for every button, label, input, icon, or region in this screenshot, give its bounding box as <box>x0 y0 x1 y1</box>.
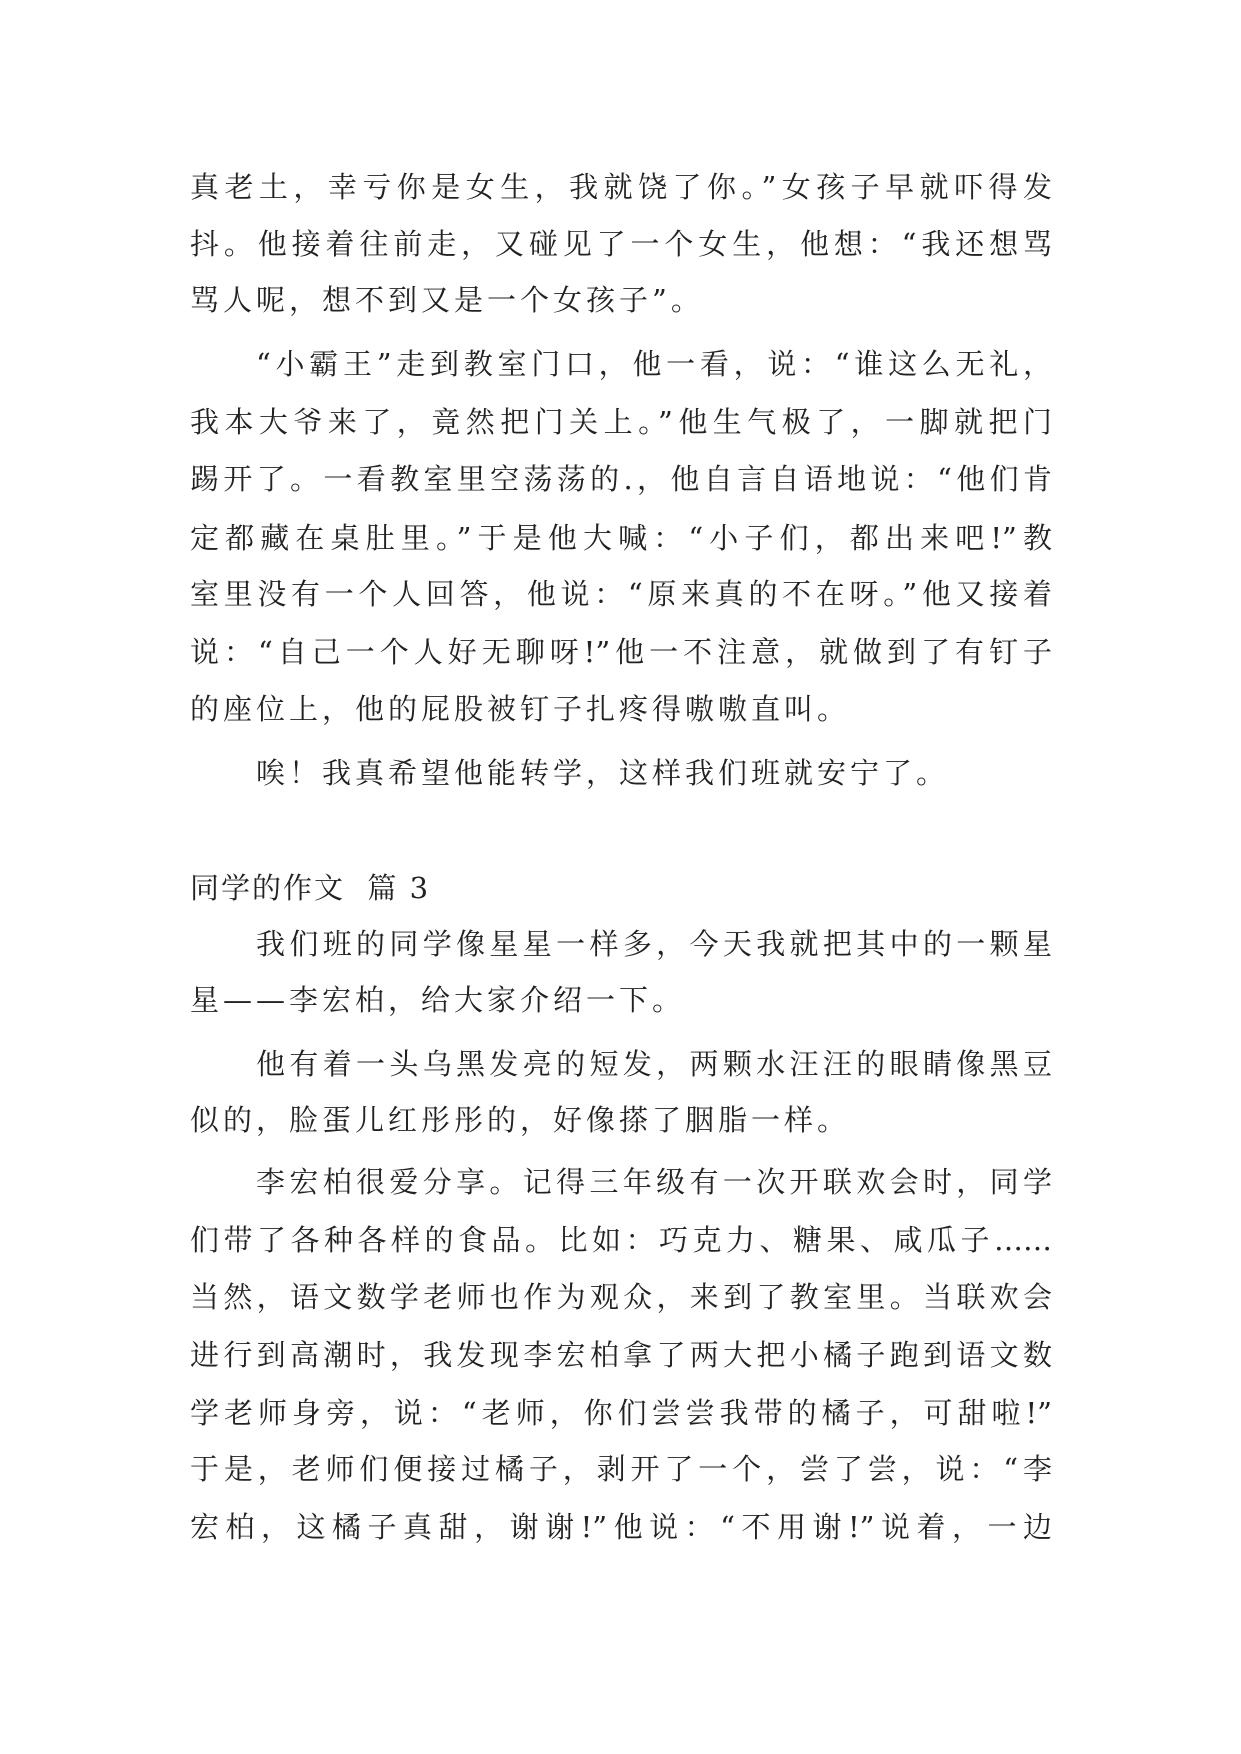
text-line: 进行到高潮时，我发现李宏柏拿了两大把小橘子跑到语文数 <box>190 1338 1052 1372</box>
section-heading: 同学的作文 篇 3 <box>190 871 431 905</box>
paragraph-first-line: 他有着一头乌黑发亮的短发，两颗水汪汪的眼睛像黑豆 <box>256 1047 1052 1081</box>
text-line: 似的，脸蛋儿红彤彤的，好像搽了胭脂一样。 <box>190 1103 851 1137</box>
text-line: 室里没有一个人回答，他说：“原来真的不在呀。”他又接着 <box>190 577 1052 611</box>
paragraph-first-line: “小霸王”走到教室门口，他一看，说：“谁这么无礼， <box>256 347 1052 381</box>
text-line: 定都藏在桌肚里。”于是他大喊：“小子们，都出来吧!”教 <box>190 521 1052 555</box>
paragraph-first-line: 李宏柏很爱分享。记得三年级有一次开联欢会时，同学 <box>256 1165 1052 1199</box>
text-line: 真老土，幸亏你是女生，我就饶了你。”女孩子早就吓得发 <box>190 170 1052 204</box>
text-line: 于是，老师们便接过橘子，剥开了一个，尝了尝，说：“李 <box>190 1452 1052 1486</box>
text-line: 说：“自己一个人好无聊呀!”他一不注意，就做到了有钉子 <box>190 635 1052 669</box>
text-line: 宏柏，这橘子真甜，谢谢!”他说：“不用谢!”说着，一边 <box>190 1510 1052 1544</box>
text-line: 踢开了。一看教室里空荡荡的.，他自言自语地说：“他们肯 <box>190 462 1052 496</box>
text-line: 我本大爷来了，竟然把门关上。”他生气极了，一脚就把门 <box>190 405 1052 439</box>
text-line: 的座位上，他的屁股被钉子扎疼得嗷嗷直叫。 <box>190 692 851 726</box>
text-line: 星——李宏柏，给大家介绍一下。 <box>190 983 686 1017</box>
text-line: 们带了各种各样的食品。比如：巧克力、糖果、咸瓜子…… <box>190 1223 1052 1257</box>
paragraph-first-line: 我们班的同学像星星一样多，今天我就把其中的一颗星 <box>256 927 1052 961</box>
text-line: 抖。他接着往前走，又碰见了一个女生，他想：“我还想骂 <box>190 227 1052 261</box>
text-line: 骂人呢，想不到又是一个女孩子”。 <box>190 283 704 317</box>
paragraph-first-line: 唉！我真希望他能转学，这样我们班就安宁了。 <box>256 756 950 790</box>
text-line: 当然，语文数学老师也作为观众，来到了教室里。当联欢会 <box>190 1280 1052 1314</box>
text-line: 学老师身旁，说：“老师，你们尝尝我带的橘子，可甜啦!” <box>190 1396 1052 1430</box>
